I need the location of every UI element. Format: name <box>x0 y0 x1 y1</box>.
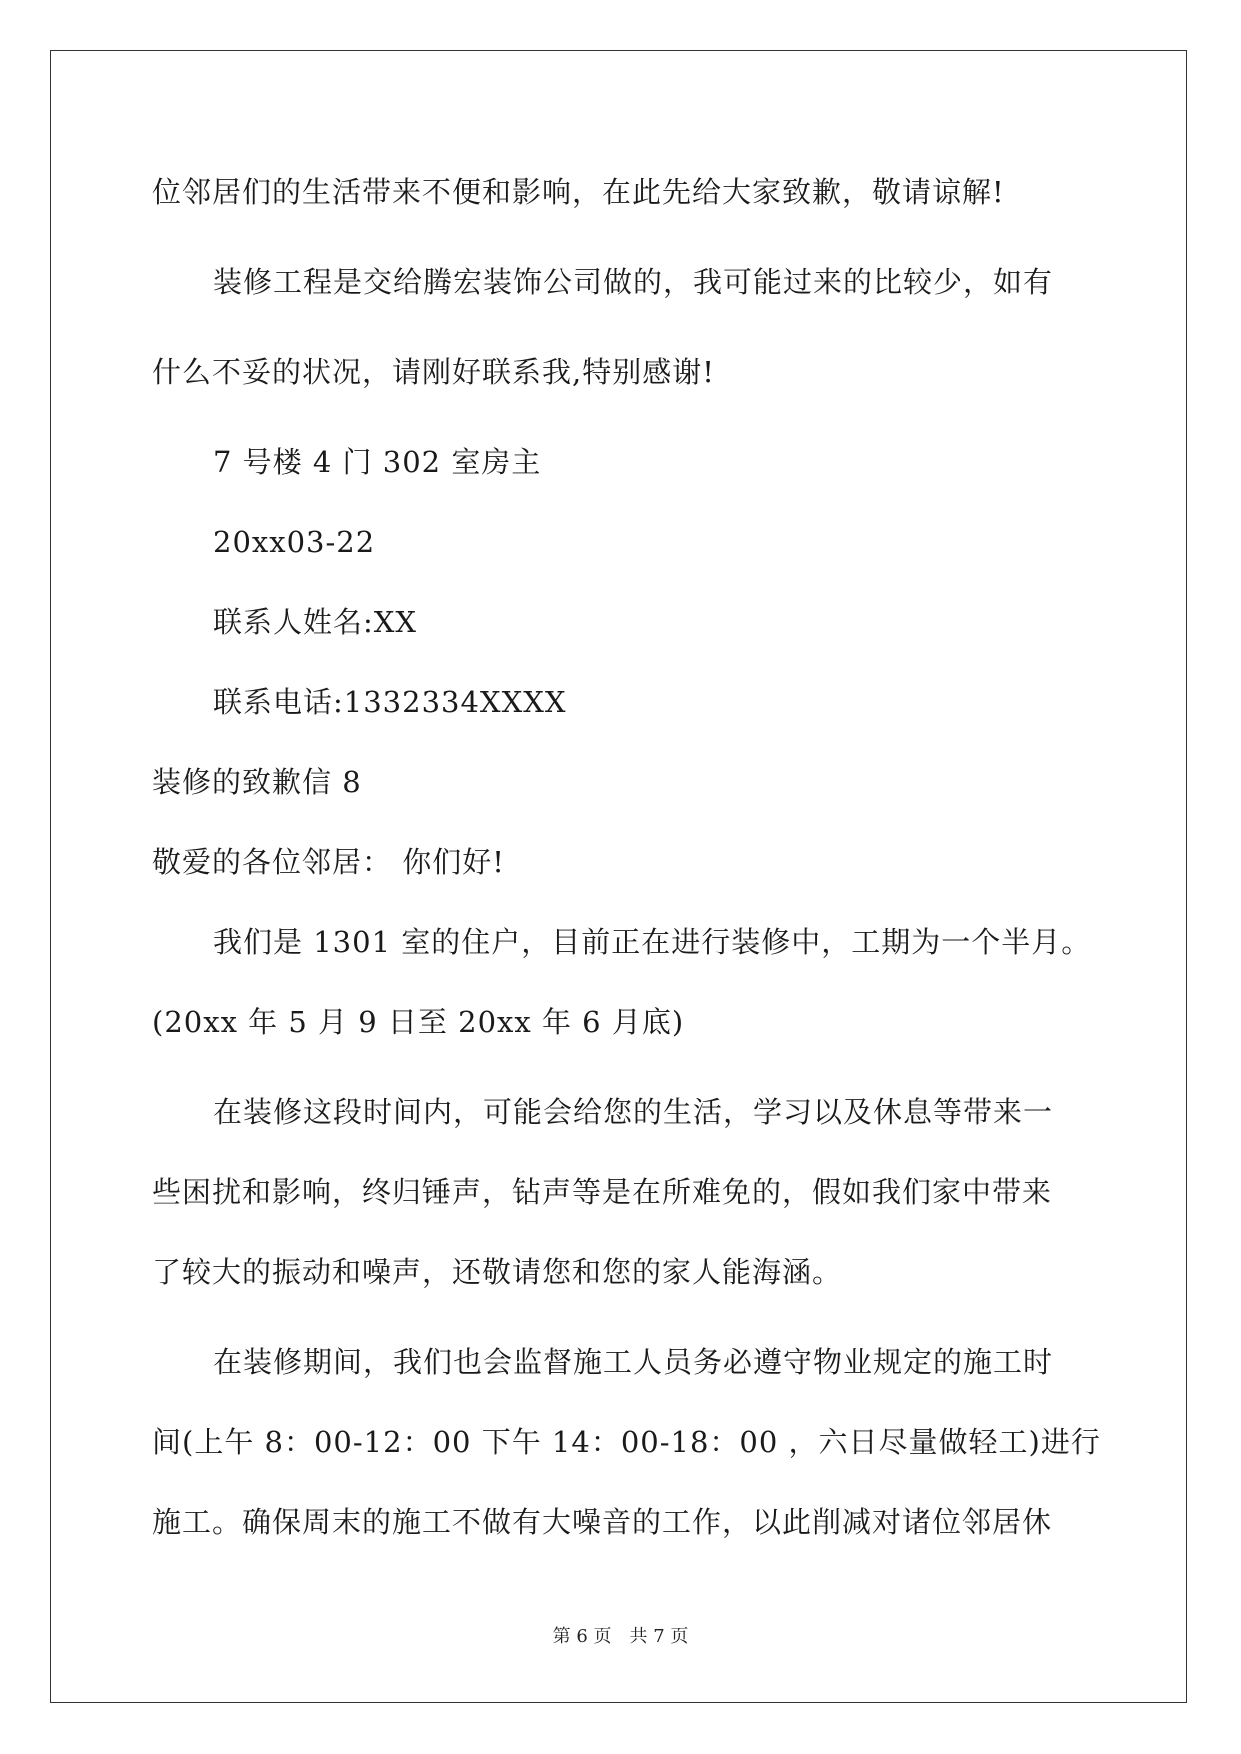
text-line: 些困扰和影响，终归锤声，钻声等是在所难免的，假如我们家中带来 <box>152 1175 1053 1209</box>
salutation: 敬爱的各位邻居： 你们好! <box>152 845 505 879</box>
text-line: 装修工程是交给腾宏装饰公司做的，我可能过来的比较少，如有 <box>213 265 1054 299</box>
text-line: 了较大的振动和噪声，还敬请您和您的家人能海涵。 <box>152 1255 843 1289</box>
page-total: 共 7 页 <box>629 1626 689 1647</box>
text-line: 什么不妥的状况，请刚好联系我,特别感谢! <box>152 355 715 389</box>
text-line: 联系电话:1332334XXXX <box>213 685 567 719</box>
text-line: 我们是 1301 室的住户，目前正在进行装修中，工期为一个半月。 <box>213 925 1092 959</box>
text-line: 施工。确保周末的施工不做有大噪音的工作，以此削减对诸位邻居休 <box>152 1505 1053 1539</box>
text-line: 联系人姓名:XX <box>213 605 418 639</box>
text-line: 在装修期间，我们也会监督施工人员务必遵守物业规定的施工时 <box>213 1345 1054 1379</box>
page-footer <box>0 1625 1241 1649</box>
page-number: 第 6 页 <box>552 1626 612 1647</box>
text-line: 20xx03-22 <box>213 525 376 559</box>
text-line: 7 号楼 4 门 302 室房主 <box>213 445 542 479</box>
text-line: 在装修这段时间内，可能会给您的生活，学习以及休息等带来一 <box>213 1095 1054 1129</box>
text-line: 间(上午 8：00-12：00 下午 14：00-18：00 ，六日尽量做轻工)进行 <box>152 1425 1101 1459</box>
text-line: (20xx 年 5 月 9 日至 20xx 年 6 月底) <box>152 1005 685 1039</box>
text-line: 位邻居们的生活带来不便和影响，在此先给大家致歉，敬请谅解! <box>152 175 1005 209</box>
section-heading: 装修的致歉信 8 <box>152 765 362 799</box>
